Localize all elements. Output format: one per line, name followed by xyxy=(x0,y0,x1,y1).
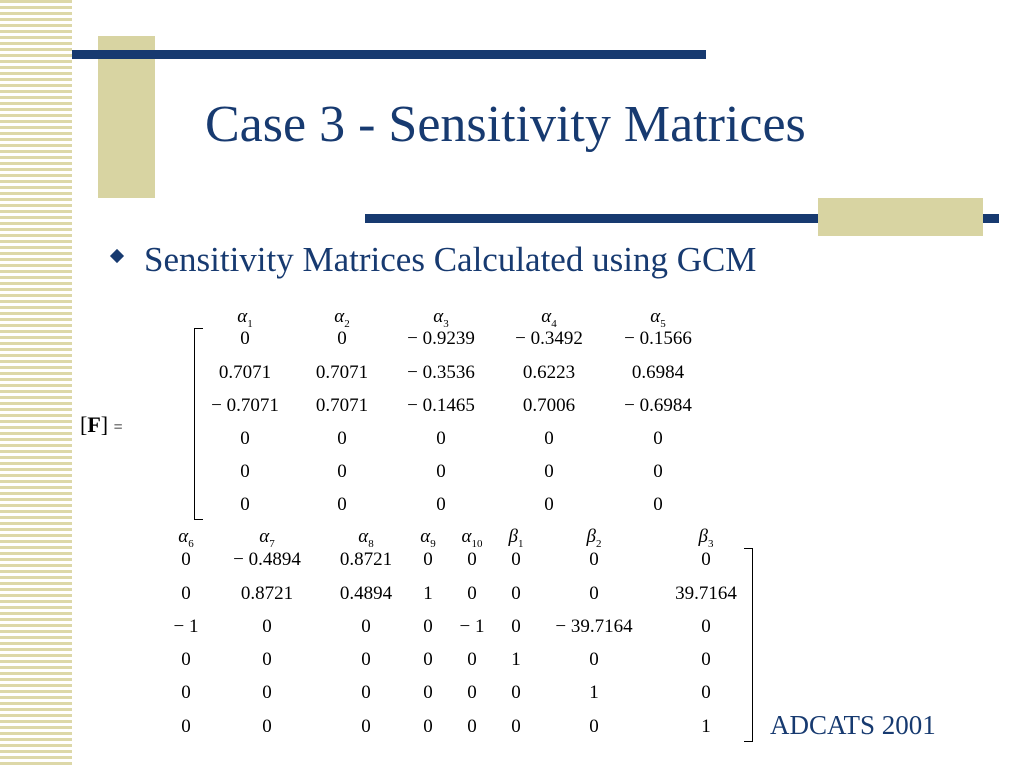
bullet-text: Sensitivity Matrices Calculated using GCM xyxy=(144,240,757,279)
matrix-cell: − 39.7164 xyxy=(555,616,633,637)
matrix-cell: 0 xyxy=(511,583,521,604)
column-header-symbol: α xyxy=(237,306,248,327)
matrix-cell: 0 xyxy=(511,716,521,737)
column-header xyxy=(433,306,448,330)
matrix-cell: 0 xyxy=(589,649,599,670)
column-header-subscript: 4 xyxy=(551,317,557,330)
matrix-cell: 0.6984 xyxy=(631,362,685,383)
matrix-cell: 0.7071 xyxy=(315,362,369,383)
matrix-cell: 0 xyxy=(544,428,554,449)
matrix-cell: 0 xyxy=(240,494,250,515)
matrix-cell: − 0.4894 xyxy=(233,549,301,570)
column-header xyxy=(259,526,274,550)
matrix-cell: 0 xyxy=(436,461,446,482)
matrix-cell: 0 xyxy=(544,494,554,515)
decorative-top-rule xyxy=(72,50,706,59)
column-header-subscript: 1 xyxy=(517,537,524,550)
matrix-cell: − 0.3536 xyxy=(407,362,475,383)
matrix-cell: 0 xyxy=(181,583,191,604)
column-header-symbol: α xyxy=(358,526,369,547)
matrix-cell: 0.4894 xyxy=(339,583,393,604)
matrix-cell: 0 xyxy=(423,649,433,670)
equals-sign: = xyxy=(113,419,123,436)
column-header-symbol: α xyxy=(178,526,189,547)
decorative-tan-accent xyxy=(818,198,983,236)
column-header xyxy=(650,306,665,330)
matrix-cell: 0 xyxy=(361,649,371,670)
matrix-cell: 0 xyxy=(181,682,191,703)
column-header-subscript: 10 xyxy=(471,537,483,550)
matrix-cell: 0 xyxy=(240,328,250,349)
matrix-cell: 0 xyxy=(262,682,272,703)
column-header-subscript: 8 xyxy=(368,537,374,550)
matrix-cell: 39.7164 xyxy=(675,583,737,604)
matrix-cell: 0 xyxy=(589,549,599,570)
matrix-cell: 0 xyxy=(436,494,446,515)
column-header-symbol: β xyxy=(698,526,708,547)
column-header-symbol: α xyxy=(420,526,431,547)
matrix-cell: 0 xyxy=(653,461,663,482)
column-header xyxy=(509,526,524,550)
matrix-cell: 0 xyxy=(181,549,191,570)
column-header xyxy=(699,526,714,550)
matrix-cell: 0 xyxy=(544,461,554,482)
matrix-cell: 0 xyxy=(337,428,347,449)
matrix-cell: 0 xyxy=(701,682,711,703)
matrix-cell: 0 xyxy=(337,494,347,515)
matrix-cell: 0 xyxy=(361,682,371,703)
matrix-cell: 0 xyxy=(361,616,371,637)
matrix-left-bracket xyxy=(194,328,203,520)
matrix-cell: − 1 xyxy=(459,616,485,637)
column-header-subscript: 7 xyxy=(269,537,275,550)
matrix-cell: 0 xyxy=(589,583,599,604)
column-header-symbol: α xyxy=(650,306,661,327)
matrix-cell: 0 xyxy=(701,649,711,670)
matrix-cell: 0.7006 xyxy=(522,395,576,416)
matrix-cell: 1 xyxy=(423,583,433,604)
column-header-subscript: 1 xyxy=(247,317,253,330)
column-header-symbol: β xyxy=(508,526,518,547)
matrix-cell: 0.7071 xyxy=(218,362,272,383)
matrix-cell: 0 xyxy=(511,616,521,637)
column-header-symbol: α xyxy=(334,306,345,327)
matrix-cell: 1 xyxy=(589,682,599,703)
matrix-cell: − 0.1465 xyxy=(407,395,475,416)
column-header xyxy=(358,526,373,550)
decorative-tan-block xyxy=(98,36,155,198)
matrix-cell: 0 xyxy=(653,494,663,515)
matrix-cell: − 1 xyxy=(173,616,199,637)
matrix-cell: 0 xyxy=(262,616,272,637)
matrix-cell: 0 xyxy=(701,616,711,637)
slide-title: Case 3 - Sensitivity Matrices xyxy=(205,96,806,153)
matrix-cell: 0 xyxy=(467,716,477,737)
matrix-cell: 0 xyxy=(181,649,191,670)
matrix-cell: 0 xyxy=(511,682,521,703)
column-header-subscript: 3 xyxy=(707,537,714,550)
column-header xyxy=(237,306,252,330)
matrix-cell: 0 xyxy=(240,428,250,449)
matrix-cell: 0 xyxy=(467,583,477,604)
matrix-cell: 0 xyxy=(653,428,663,449)
matrix-cell: 1 xyxy=(701,716,711,737)
column-header-subscript: 3 xyxy=(443,317,449,330)
column-header-symbol: α xyxy=(433,306,444,327)
diamond-bullet-icon xyxy=(110,249,124,263)
matrix-cell: − 0.9239 xyxy=(407,328,475,349)
column-header xyxy=(541,306,556,330)
column-header-subscript: 2 xyxy=(595,537,602,550)
matrix-cell: 0 xyxy=(337,328,347,349)
decorative-stripes xyxy=(0,0,72,768)
matrix-cell: 0 xyxy=(262,716,272,737)
matrix-cell: 0 xyxy=(337,461,347,482)
column-header-symbol: β xyxy=(586,526,596,547)
matrix-cell: 0 xyxy=(467,549,477,570)
matrix-cell: 0 xyxy=(423,716,433,737)
column-header-subscript: 5 xyxy=(660,317,666,330)
column-header xyxy=(178,526,193,550)
matrix-cell: 0.6223 xyxy=(522,362,576,383)
column-header-subscript: 9 xyxy=(430,537,436,550)
matrix-cell: 1 xyxy=(511,649,521,670)
matrix-cell: 0 xyxy=(467,682,477,703)
column-header xyxy=(334,306,349,330)
column-header xyxy=(587,526,602,550)
matrix-cell: 0 xyxy=(262,649,272,670)
matrix-right-bracket xyxy=(744,548,753,742)
matrix-cell: 0 xyxy=(467,649,477,670)
matrix-cell: 0 xyxy=(240,461,250,482)
matrix-cell: 0 xyxy=(589,716,599,737)
matrix-cell: 0.8721 xyxy=(240,583,294,604)
matrix-cell: 0 xyxy=(361,716,371,737)
matrix-cell: − 0.1566 xyxy=(624,328,692,349)
column-header-symbol: α xyxy=(541,306,552,327)
matrix-cell: 0 xyxy=(423,682,433,703)
matrix-cell: − 0.7071 xyxy=(211,395,279,416)
matrix-cell: 0 xyxy=(701,549,711,570)
matrix-cell: 0 xyxy=(423,549,433,570)
matrix-cell: 0.7071 xyxy=(315,395,369,416)
matrix-cell: 0 xyxy=(423,616,433,637)
matrix-cell: − 0.3492 xyxy=(515,328,583,349)
matrix-symbol: F xyxy=(87,412,101,437)
matrix-cell: 0 xyxy=(436,428,446,449)
matrix-cell: − 0.6984 xyxy=(624,395,692,416)
column-header-symbol: α xyxy=(461,526,472,547)
column-header xyxy=(420,526,435,550)
matrix-label: [F] = xyxy=(80,412,123,437)
column-header-symbol: α xyxy=(259,526,270,547)
column-header-subscript: 6 xyxy=(188,537,194,550)
matrix-cell: 0.8721 xyxy=(339,549,393,570)
column-header-subscript: 2 xyxy=(344,317,350,330)
column-header xyxy=(462,526,483,550)
matrix-cell: 0 xyxy=(181,716,191,737)
matrix-cell: 0 xyxy=(511,549,521,570)
footer-text: ADCATS 2001 xyxy=(770,710,936,740)
